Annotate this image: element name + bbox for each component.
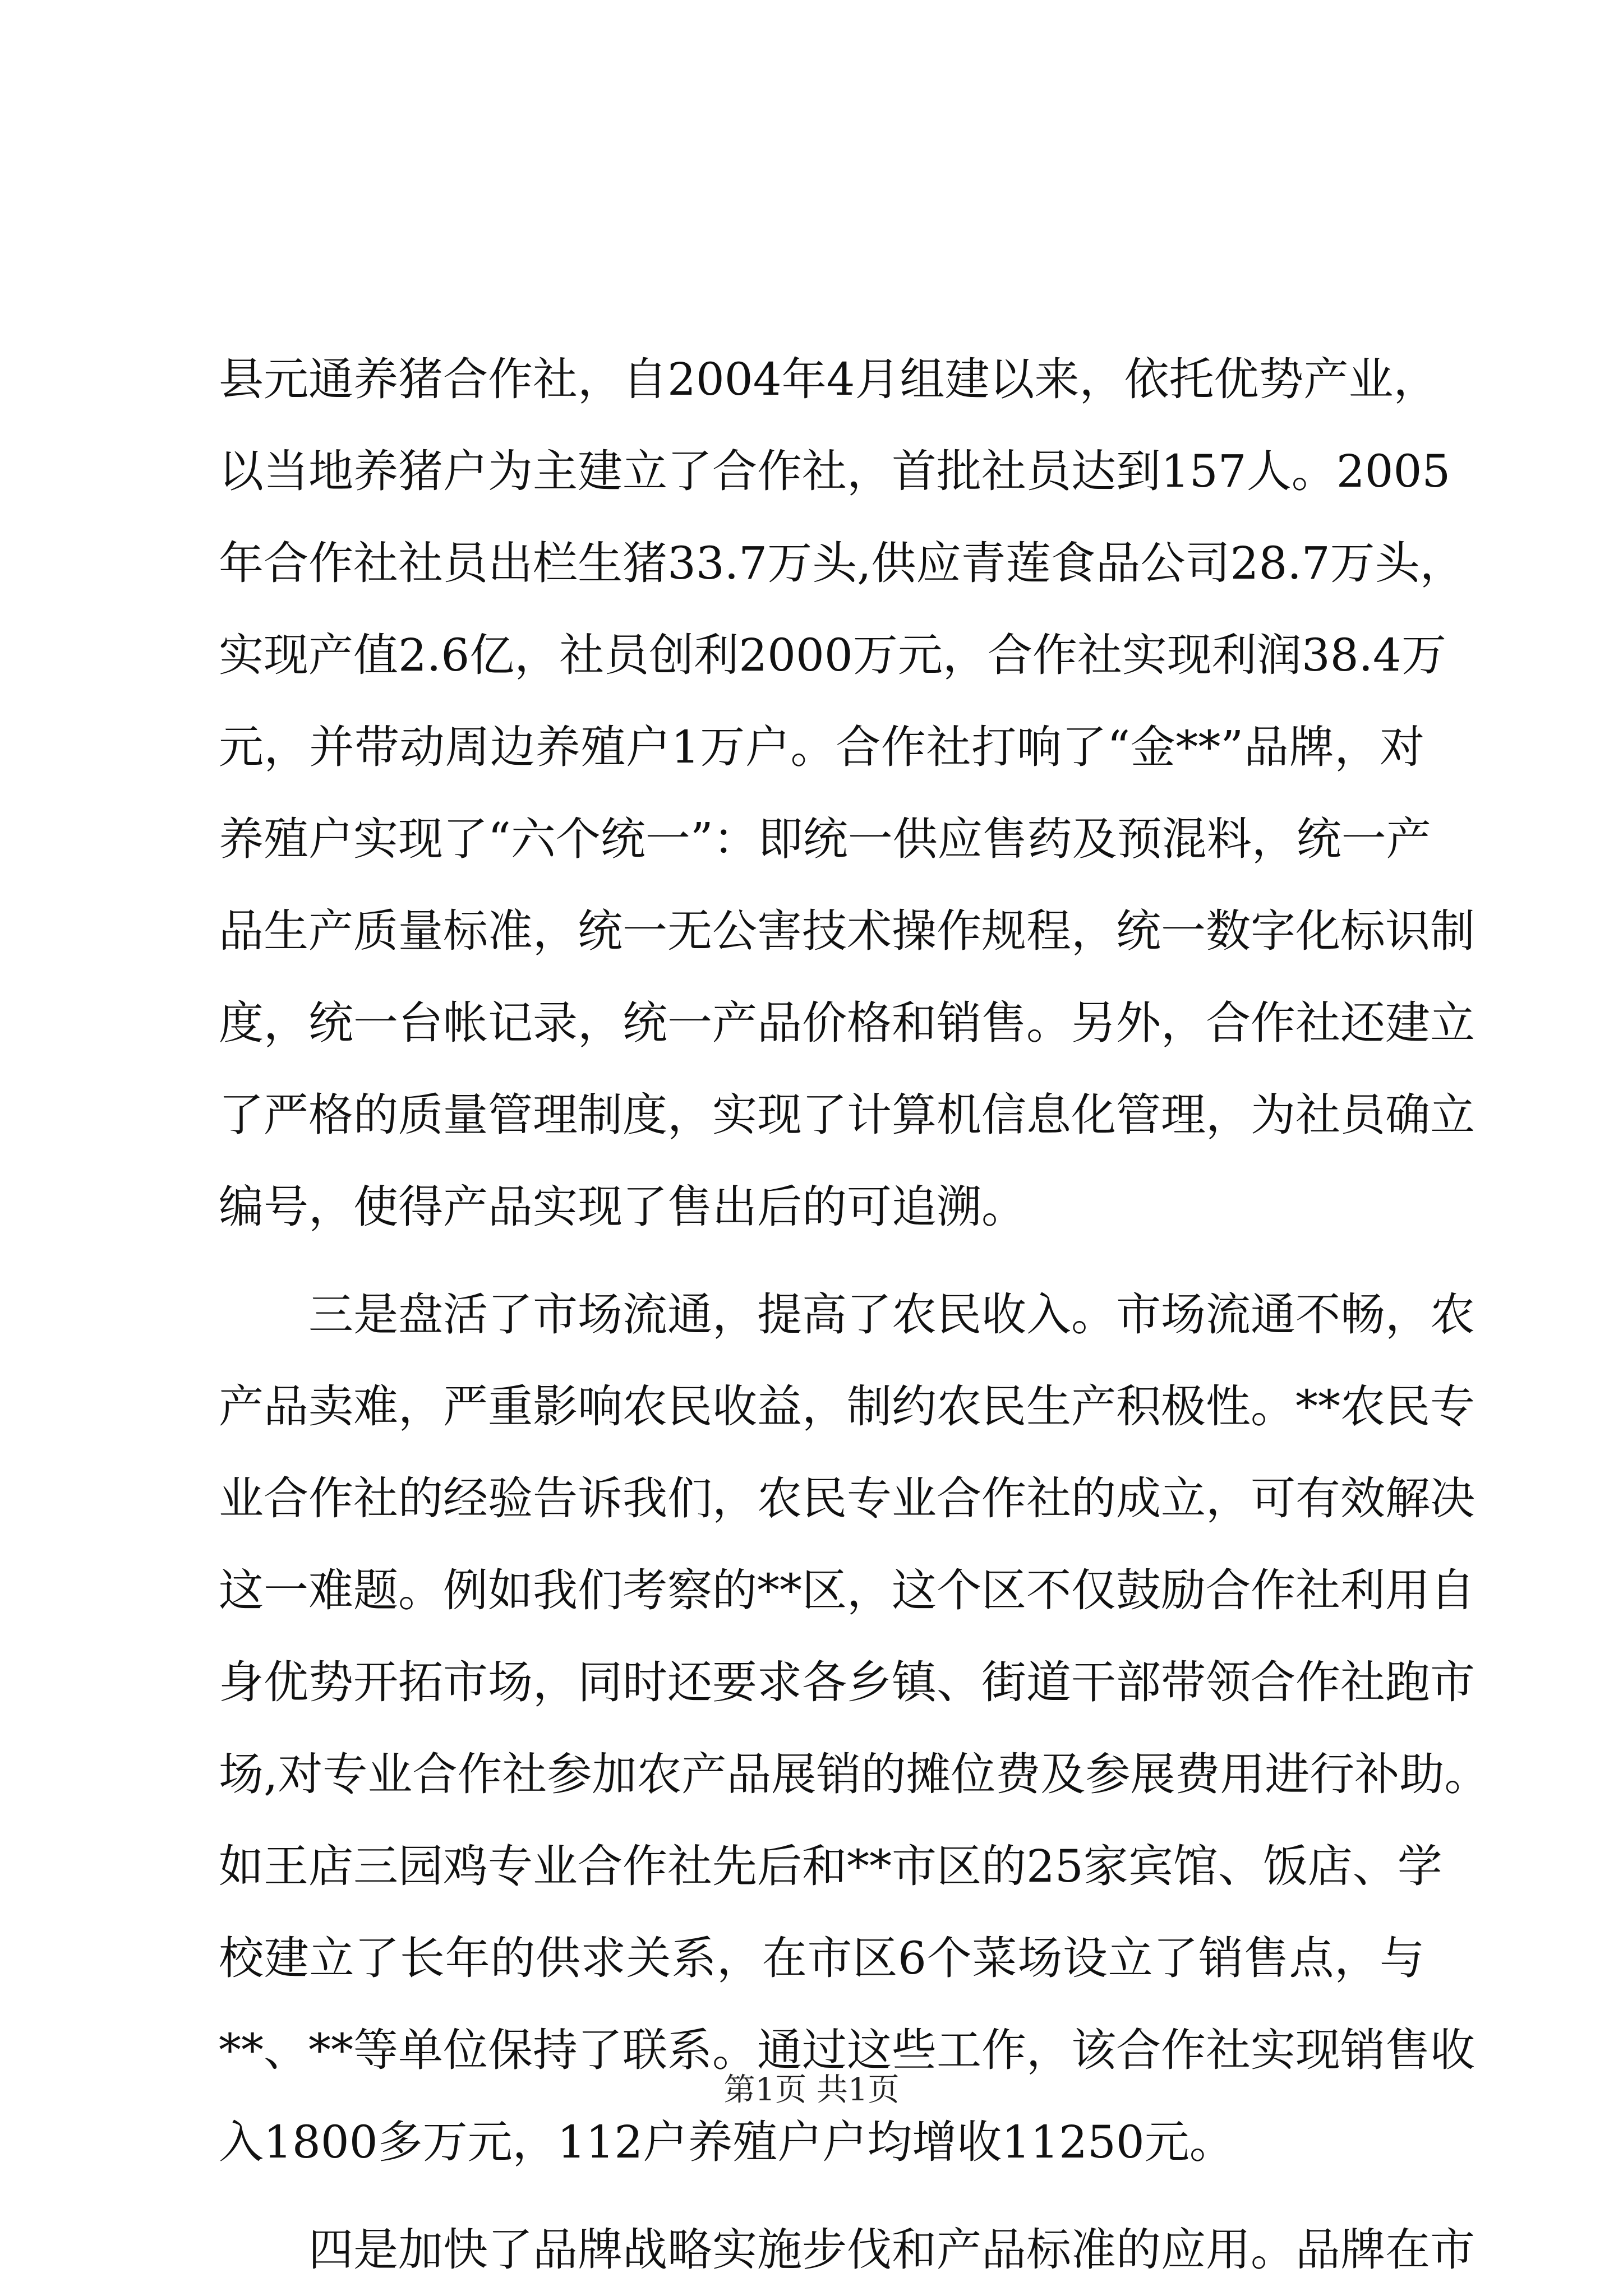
text-line: 产品卖难，严重影响农民收益，制约农民生产积极性。**农民专: [219, 1380, 1475, 1433]
text-line: 元，并带动周边养殖户1万户。合作社打响了“金**”品牌，对: [219, 721, 1424, 773]
text-line: 以当地养猪户为主建立了合作社，首批社员达到157人。2005: [219, 445, 1451, 497]
text-line: 场,对专业合作社参加农产品展销的摊位费及参展费用进行补助。: [219, 1748, 1490, 1800]
text-line: **、**等单位保持了联系。通过这些工作，该合作社实现销售收: [219, 2024, 1475, 2076]
paragraph-3: [219, 2204, 1475, 2296]
text-line: 入1800多万元，112户养殖户户均增收11250元。: [219, 2116, 1234, 2168]
text-line: 了严格的质量管理制度，实现了计算机信息化管理，为社员确立: [219, 1089, 1475, 1141]
text-line: 这一难题。例如我们考察的**区，这个区不仅鼓励合作社利用自: [219, 1564, 1475, 1616]
text-line: 品生产质量标准，统一无公害技术操作规程，统一数字化标识制: [219, 905, 1475, 957]
text-line: 三是盘活了市场流通，提高了农民收入。市场流通不畅，农: [308, 1288, 1475, 1341]
paragraph-spacing: [219, 1253, 1424, 1269]
text-line: 校建立了长年的供求关系，在市区6个菜场设立了销售点，与: [219, 1932, 1424, 1984]
text-line: 年合作社社员出栏生猪33.7万头,供应青莲食品公司28.7万头，: [219, 537, 1465, 589]
paragraph-spacing: [219, 2188, 1424, 2204]
text-line: 身优势开拓市场，同时还要求各乡镇、街道干部带领合作社跑市: [219, 1656, 1475, 1708]
paragraph-1: [219, 334, 1475, 1253]
text-line: 县元通养猪合作社，自2004年4月组建以来，依托优势产业，: [219, 353, 1438, 405]
text-line: 编号，使得产品实现了售出后的可追溯。: [219, 1181, 1026, 1233]
paragraph-2: [219, 1269, 1490, 2188]
text-line: 度，统一台帐记录，统一产品价格和销售。另外，合作社还建立: [219, 997, 1475, 1049]
text-line: 四是加快了品牌战略实施步伐和产品标准的应用。品牌在市: [308, 2224, 1475, 2276]
text-line: 养殖户实现了“六个统一”：即统一供应售药及预混料，统一产: [219, 813, 1431, 865]
text-line: 实现产值2.6亿，社员创利2000万元，合作社实现利润38.4万: [219, 629, 1446, 681]
text-line: 业合作社的经验告诉我们，农民专业合作社的成立，可有效解决: [219, 1472, 1475, 1524]
page-footer: 第1页 共1页: [723, 2072, 900, 2108]
text-line: 如王店三园鸡专业合作社先后和**市区的25家宾馆、饭店、学: [219, 1840, 1442, 1892]
document-body: [219, 334, 1490, 2296]
